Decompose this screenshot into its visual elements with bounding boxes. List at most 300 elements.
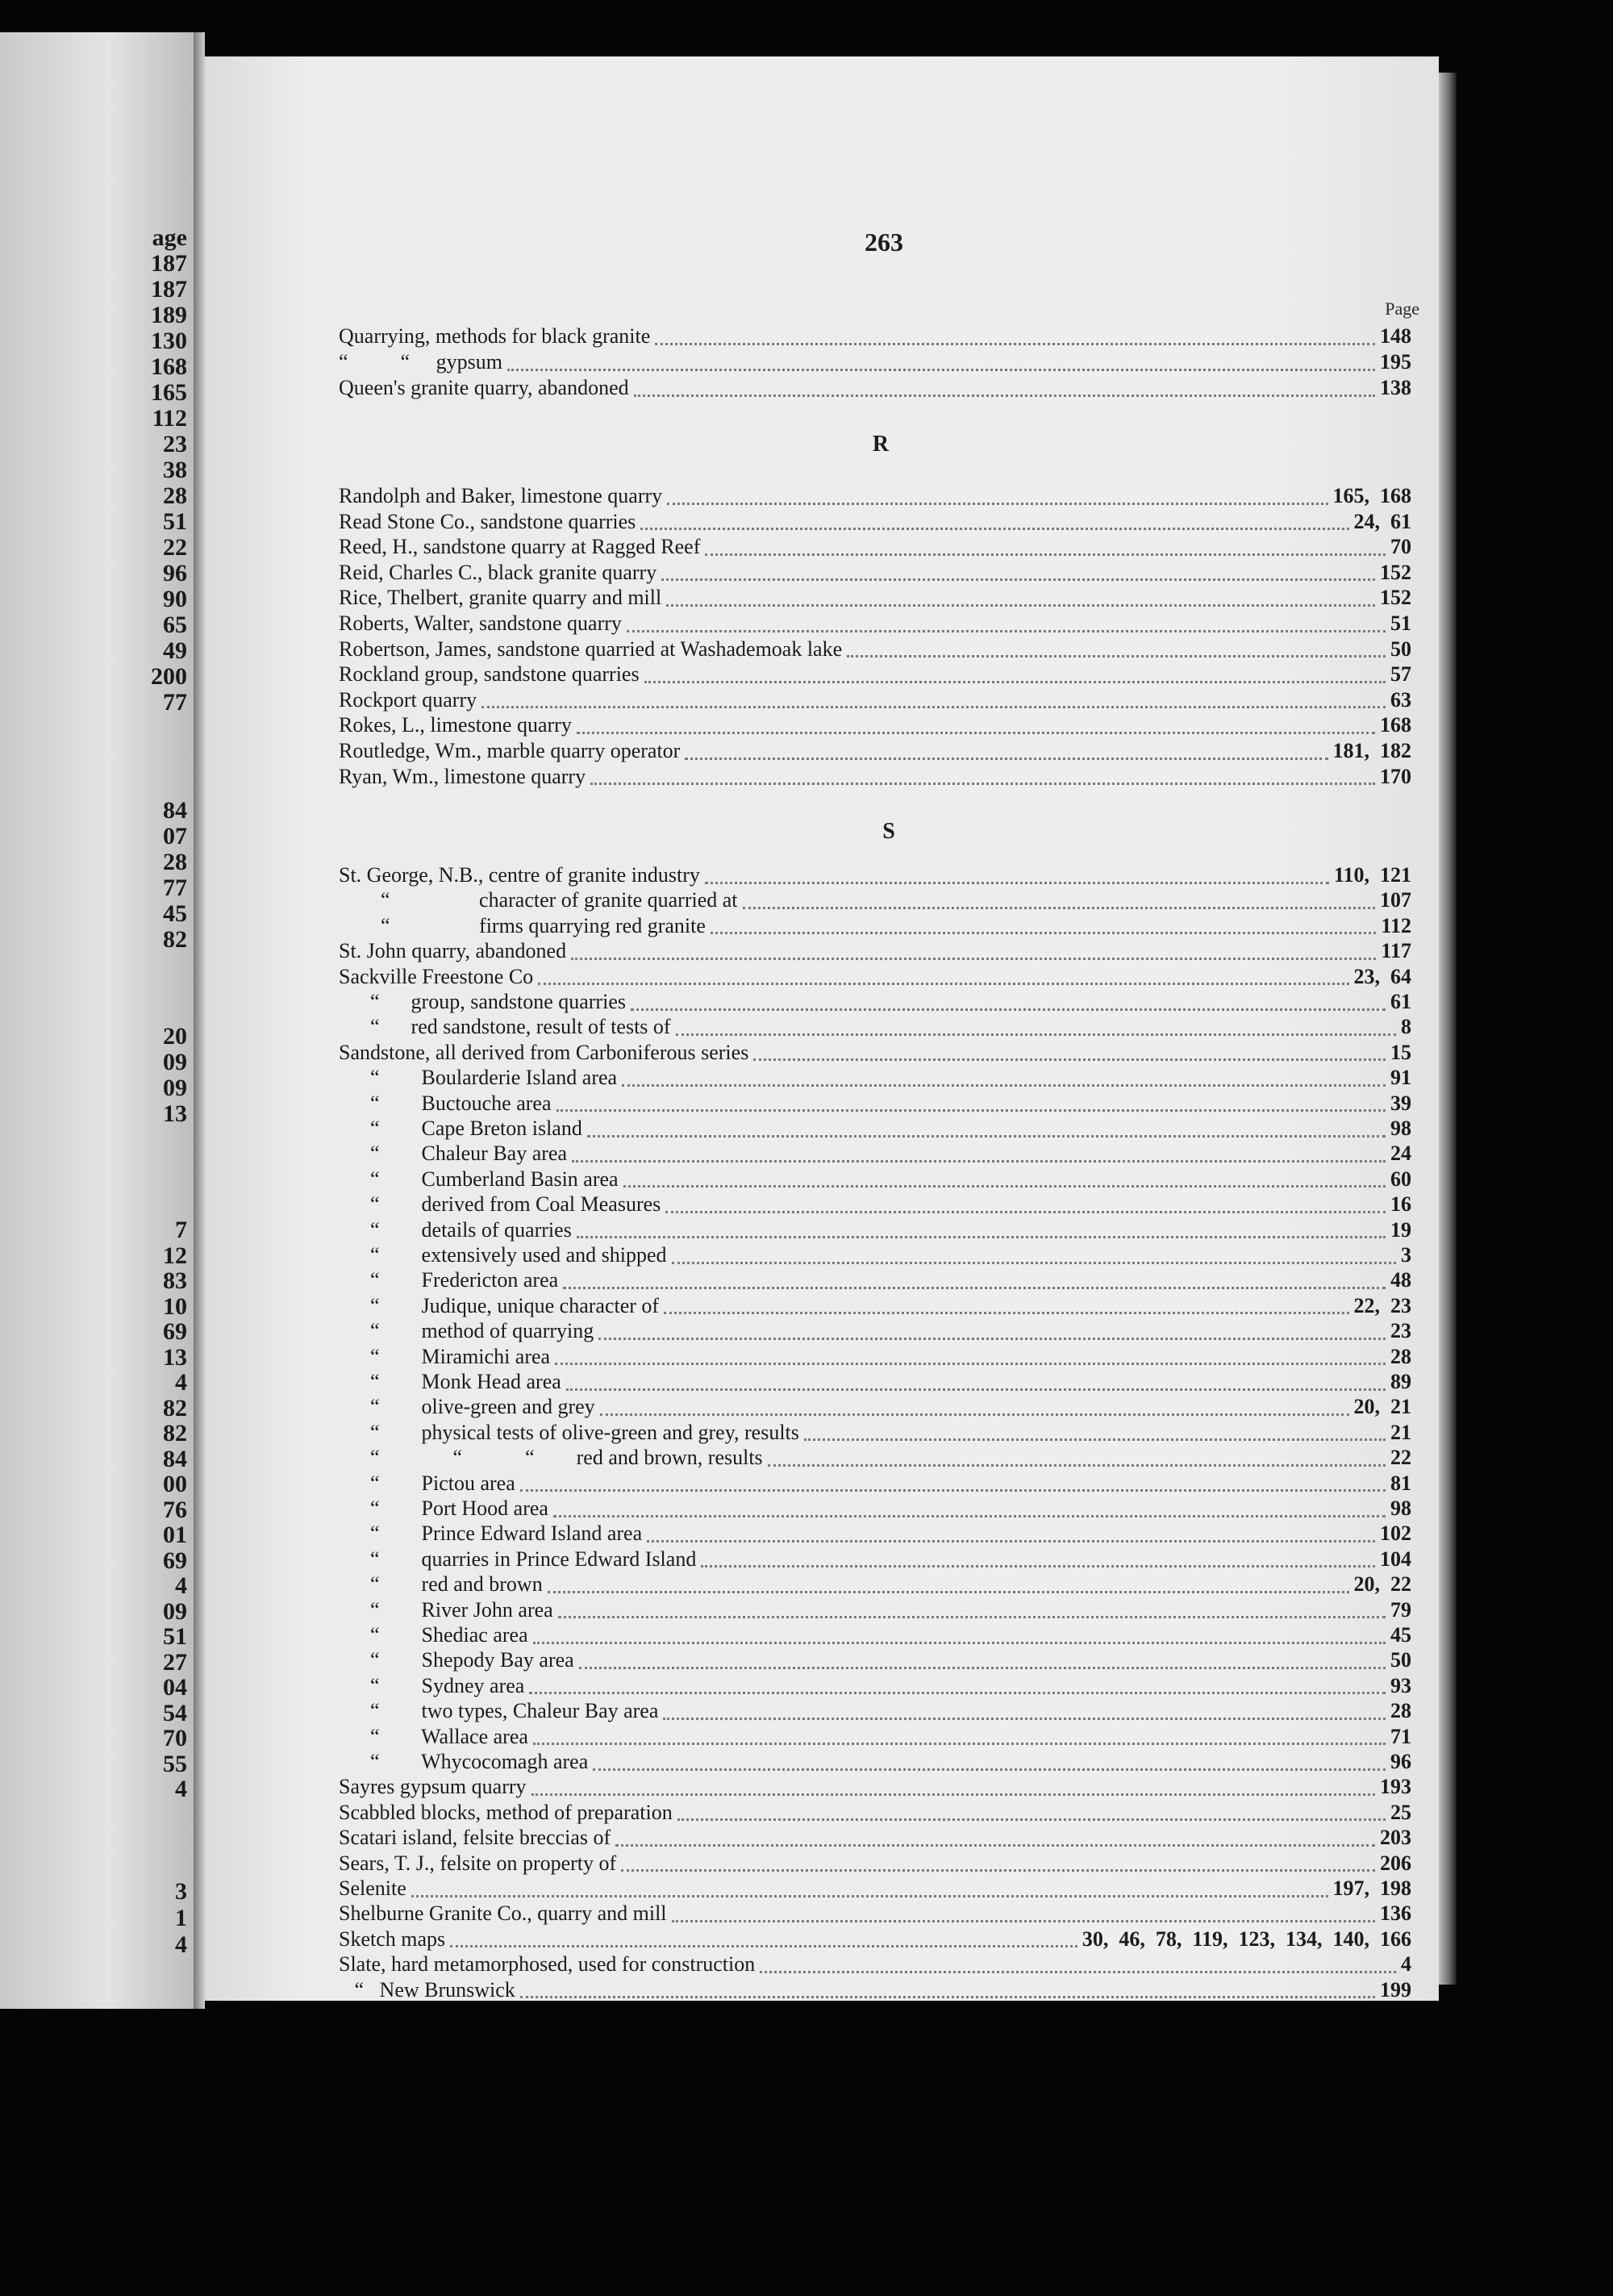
dot-leader	[556, 1108, 1386, 1112]
entry-pages: 45	[1390, 1623, 1411, 1647]
entry-label: “ Whycocomagh area	[339, 1750, 589, 1773]
index-entry	[339, 1142, 1411, 1166]
index-entry	[339, 1876, 1411, 1901]
dot-leader	[705, 552, 1386, 556]
dot-leader	[743, 905, 1375, 909]
dot-leader	[507, 367, 1375, 371]
index-entry	[339, 561, 1411, 585]
left-page-number: 10	[163, 1292, 187, 1320]
entry-pages: 112	[1381, 913, 1411, 937]
dot-leader	[533, 1741, 1386, 1745]
index-entry	[339, 484, 1411, 508]
index-entry	[339, 713, 1411, 737]
entry-pages: 28	[1390, 1699, 1411, 1723]
index-entry	[339, 1319, 1411, 1343]
entry-pages: 51	[1390, 612, 1411, 635]
dot-leader	[621, 1868, 1375, 1872]
dot-leader	[563, 1285, 1386, 1289]
entry-pages: 148	[1380, 324, 1411, 348]
dot-leader	[665, 1209, 1386, 1213]
left-page-number: 4	[175, 1931, 187, 1958]
dot-leader	[520, 1488, 1386, 1492]
entry-pages: 206	[1380, 1851, 1411, 1875]
entry-pages: 60	[1390, 1167, 1411, 1191]
entry-label: “ Wallace area	[339, 1724, 528, 1748]
left-page-number: 168	[151, 353, 187, 380]
left-page-number: 09	[163, 1049, 187, 1075]
entry-label: “ extensively used and shipped	[339, 1243, 667, 1267]
entry-label: Routledge, Wm., marble quarry operator	[339, 739, 681, 762]
dot-leader	[600, 1412, 1349, 1416]
entry-pages: 110, 121	[1333, 863, 1411, 887]
entry-pages: 102	[1380, 1522, 1411, 1546]
index-entry	[339, 1345, 1411, 1369]
entry-pages: 107	[1380, 888, 1411, 912]
index-entry	[339, 1826, 1411, 1850]
index-entry	[339, 1902, 1411, 1926]
index-entry	[339, 1294, 1411, 1318]
entry-label: Queen's granite quarry, abandoned	[339, 376, 629, 399]
entry-label: “ two types, Chaleur Bay area	[339, 1699, 659, 1723]
index-entry	[339, 1395, 1411, 1419]
left-page-number: 07	[163, 823, 187, 850]
index-entry	[339, 1978, 1411, 2002]
entry-pages: 197, 198	[1332, 1876, 1411, 1900]
entry-label: Read Stone Co., sandstone quarries	[339, 509, 636, 533]
entry-label: Scatari island, felsite breccias of	[339, 1826, 611, 1850]
entry-pages: 22, 23	[1353, 1293, 1411, 1317]
left-page-number: 4	[175, 1776, 187, 1802]
entry-label: “ Chaleur Bay area	[339, 1142, 568, 1166]
entry-pages: 89	[1390, 1370, 1411, 1393]
entry-pages: 98	[1390, 1497, 1411, 1520]
entry-pages: 30, 46, 78, 119, 123, 134, 140, 166	[1082, 1927, 1411, 1951]
dot-leader	[587, 1133, 1386, 1138]
entry-label: “ red sandstone, result of tests of	[339, 1015, 671, 1039]
left-page-number: 09	[163, 1597, 187, 1625]
left-page-number: 90	[163, 586, 187, 612]
dot-leader	[450, 1943, 1077, 1947]
dot-leader	[672, 1260, 1396, 1264]
dot-leader	[647, 1538, 1375, 1542]
index-entry	[339, 688, 1411, 712]
entry-pages: 203	[1380, 1826, 1411, 1850]
entry-pages: 23, 64	[1353, 964, 1411, 988]
dot-leader	[481, 704, 1386, 708]
entry-pages: 93	[1390, 1673, 1411, 1697]
left-page-number: 69	[163, 1547, 187, 1574]
index-entry	[339, 350, 1411, 374]
entry-pages: 20, 22	[1353, 1572, 1411, 1597]
left-page-number: 13	[163, 1100, 187, 1127]
entry-pages: 24	[1390, 1142, 1411, 1166]
entry-pages: 170	[1380, 764, 1411, 788]
left-page-number: 83	[163, 1267, 187, 1294]
entry-pages: 39	[1390, 1091, 1411, 1115]
dot-leader	[667, 501, 1327, 505]
left-page-number: 84	[163, 797, 187, 824]
left-page-number: 77	[163, 689, 187, 716]
entry-pages: 195	[1380, 350, 1411, 374]
left-page-number: 96	[163, 560, 187, 587]
dot-leader	[640, 526, 1348, 530]
entry-pages: 57	[1390, 662, 1411, 687]
entry-label: “ Pictou area	[339, 1471, 515, 1495]
index-entry	[339, 939, 1411, 963]
left-page-number: 55	[163, 1750, 187, 1777]
entry-label: “ River John area	[339, 1597, 553, 1622]
dot-leader	[677, 1817, 1386, 1821]
entry-pages: 8	[1401, 1015, 1411, 1039]
index-entry	[339, 612, 1411, 636]
entry-pages: 15	[1390, 1040, 1411, 1064]
entry-pages: 117	[1381, 939, 1411, 963]
dot-leader	[533, 1640, 1386, 1644]
entry-label: “ Shediac area	[339, 1623, 528, 1647]
page-number: 263	[865, 228, 903, 257]
left-page-number: 82	[163, 1420, 187, 1446]
entry-pages: 20, 21	[1353, 1395, 1411, 1419]
left-page-number: 69	[163, 1318, 187, 1345]
entry-label: “ Miramichi area	[339, 1344, 551, 1368]
entry-pages: 50	[1390, 637, 1411, 661]
left-page-number: 130	[151, 328, 187, 354]
entry-label: “ New Brunswick	[339, 1977, 515, 2002]
index-entry	[339, 1674, 1411, 1698]
entry-label: “ Buctouche area	[339, 1091, 552, 1115]
dot-leader	[634, 393, 1375, 397]
entry-label: Roberts, Walter, sandstone quarry	[339, 612, 622, 635]
entry-label: “ group, sandstone quarries	[339, 990, 626, 1013]
left-page-number: 13	[163, 1343, 187, 1371]
entry-pages: 71	[1390, 1724, 1411, 1748]
entry-pages: 104	[1380, 1547, 1411, 1571]
index-entry	[339, 662, 1411, 687]
index-entry	[339, 1218, 1411, 1242]
entry-pages: 165, 168	[1332, 484, 1411, 507]
left-page-number: 82	[163, 926, 187, 953]
left-page-number: 20	[163, 1023, 187, 1050]
entry-pages: 61	[1390, 990, 1411, 1013]
entry-label: Sayres gypsum quarry	[339, 1775, 527, 1799]
index-entry	[339, 1472, 1411, 1496]
dot-leader	[847, 653, 1386, 657]
dot-leader	[531, 1792, 1375, 1796]
entry-label: “ firms quarrying red granite	[339, 913, 706, 937]
entry-label: “ Sydney area	[339, 1673, 525, 1697]
entry-label: Ryan, Wm., limestone quarry	[339, 764, 586, 788]
entry-label: “ character of granite quarried at	[339, 888, 738, 912]
left-page-number: 54	[163, 1699, 187, 1726]
entry-pages: 79	[1390, 1597, 1411, 1622]
index-entry	[339, 1041, 1411, 1065]
entry-label: Robertson, James, sandstone quarried at Washademoak lake	[339, 637, 843, 661]
index-entry	[339, 1927, 1411, 1952]
left-page-number: 70	[163, 1725, 187, 1751]
entry-label: Rockport quarry	[339, 687, 477, 712]
left-page-number: 00	[163, 1471, 187, 1497]
left-page-number: 65	[163, 612, 187, 638]
dot-leader	[593, 1767, 1386, 1771]
index-entry	[339, 990, 1411, 1014]
entry-pages: 98	[1390, 1117, 1411, 1140]
left-page-number: 165	[151, 379, 187, 406]
left-page-number: 76	[163, 1496, 187, 1523]
entry-label: “ details of quarries	[339, 1217, 572, 1242]
entry-label: Rokes, L., limestone quarry	[339, 713, 572, 737]
index-entry	[339, 1167, 1411, 1192]
index-entry	[339, 376, 1411, 400]
entry-pages: 70	[1390, 535, 1411, 559]
index-entry	[339, 1952, 1411, 1977]
entry-label: Shelburne Granite Co., quarry and mill	[339, 1902, 667, 1926]
left-page-number: 45	[163, 900, 187, 927]
dot-leader	[558, 1614, 1386, 1618]
dot-leader	[548, 1589, 1349, 1593]
index-entry	[339, 1243, 1411, 1267]
index-entry	[339, 535, 1411, 559]
left-page-fragment	[0, 32, 194, 2009]
index-entry	[339, 637, 1411, 662]
entry-pages: 21	[1390, 1420, 1411, 1444]
index-entry	[339, 965, 1411, 989]
left-page-number: 04	[163, 1674, 187, 1701]
entry-label: St. George, N.B., centre of granite industry	[339, 863, 700, 887]
entry-pages: 81	[1390, 1471, 1411, 1495]
entry-label: “ Judique, unique character of	[339, 1293, 660, 1317]
section-letter: S	[882, 819, 895, 844]
dot-leader	[664, 1310, 1348, 1314]
left-page-number: 84	[163, 1445, 187, 1472]
book-gutter	[194, 32, 205, 2009]
dot-leader	[411, 1893, 1328, 1897]
entry-label: “ olive-green and grey	[339, 1395, 595, 1419]
left-page-number: 09	[163, 1075, 187, 1101]
dot-leader	[685, 756, 1327, 760]
index-entry	[339, 1598, 1411, 1622]
index-entry	[339, 1699, 1411, 1723]
left-page-number: 4	[175, 1572, 187, 1599]
left-page-number: 49	[163, 637, 187, 664]
dot-leader	[577, 730, 1375, 734]
dot-leader	[804, 1437, 1386, 1441]
entry-label: “ Cape Breton island	[339, 1117, 582, 1140]
entry-label: Scabbled blocks, method of preparation	[339, 1800, 673, 1824]
index-entry	[339, 888, 1411, 912]
entry-label: “ Boularderie Island area	[339, 1066, 618, 1090]
dot-leader	[753, 1057, 1386, 1061]
entry-label: Randolph and Baker, limestone quarry	[339, 484, 663, 507]
dot-leader	[627, 628, 1386, 632]
dot-leader	[701, 1563, 1375, 1568]
index-entry	[339, 765, 1411, 789]
entry-pages: 91	[1390, 1066, 1411, 1090]
left-page-number: 12	[163, 1242, 187, 1269]
entry-label: Selenite	[339, 1876, 406, 1900]
dot-leader	[631, 1007, 1386, 1011]
dot-leader	[577, 1234, 1386, 1238]
index-entry	[339, 1725, 1411, 1749]
index-entry	[339, 1750, 1411, 1774]
left-page-number: 77	[163, 875, 187, 901]
dot-leader	[566, 1387, 1386, 1391]
left-page-number: 7	[175, 1217, 187, 1243]
dot-leader	[711, 930, 1377, 934]
entry-label: “ “ “ red and brown, results	[339, 1446, 763, 1470]
entry-pages: 28	[1390, 1344, 1411, 1368]
entry-label: “ red and brown	[339, 1572, 543, 1597]
dot-leader	[661, 577, 1375, 581]
left-page-number: 200	[151, 663, 187, 690]
left-page-number: 38	[163, 457, 187, 483]
index-entry	[339, 1421, 1411, 1445]
dot-leader	[705, 880, 1329, 884]
dot-leader	[676, 1032, 1396, 1036]
dot-leader	[622, 1083, 1386, 1087]
left-page-number: 01	[163, 1522, 187, 1548]
left-page-number: 22	[163, 534, 187, 561]
dot-leader	[538, 981, 1348, 985]
index-entry	[339, 1572, 1411, 1597]
entry-pages: 199	[1380, 1977, 1411, 2002]
left-page-number: 187	[151, 250, 187, 277]
index-entry	[339, 739, 1411, 763]
entry-label: Slate, hard metamorphosed, used for construction	[339, 1952, 756, 1977]
index-entry	[339, 1801, 1411, 1825]
entry-pages: 22	[1390, 1446, 1411, 1470]
entry-label: Rice, Thelbert, granite quarry and mill	[339, 586, 662, 610]
index-entry	[339, 1066, 1411, 1090]
dot-leader	[663, 1716, 1386, 1720]
index-entry	[339, 586, 1411, 610]
dot-leader	[768, 1463, 1386, 1467]
dot-leader	[655, 341, 1375, 345]
left-page-number: 28	[163, 849, 187, 875]
left-page-number: age	[152, 224, 187, 251]
dot-leader	[760, 1969, 1396, 1973]
entry-label: Sandstone, all derived from Carboniferous series	[339, 1040, 749, 1064]
dot-leader	[579, 1665, 1386, 1669]
entry-label: “ method of quarrying	[339, 1319, 594, 1343]
entry-label: Reed, H., sandstone quarry at Ragged Reef	[339, 535, 701, 559]
entry-pages: 16	[1390, 1192, 1411, 1217]
entry-pages: 96	[1390, 1750, 1411, 1773]
entry-label: St. John quarry, abandoned	[339, 939, 567, 963]
entry-label: “ derived from Coal Measures	[339, 1192, 661, 1217]
index-entry	[339, 1268, 1411, 1292]
entry-label: “ Monk Head area	[339, 1370, 561, 1393]
index-entry	[339, 1648, 1411, 1672]
dot-leader	[553, 1513, 1386, 1517]
entry-label: Sears, T. J., felsite on property of	[339, 1851, 617, 1875]
dot-leader	[666, 603, 1375, 607]
entry-pages: 152	[1380, 586, 1411, 610]
left-page-number: 1	[175, 1905, 187, 1931]
index-entry	[339, 1522, 1411, 1546]
entry-pages: 193	[1380, 1775, 1411, 1799]
left-page-number: 4	[175, 1369, 187, 1396]
page-column-heading: Page	[1385, 298, 1419, 319]
left-page-number: 51	[163, 1623, 187, 1650]
dot-leader	[572, 1158, 1386, 1163]
left-page-number: 27	[163, 1648, 187, 1676]
index-entry	[339, 1092, 1411, 1116]
left-page-number: 28	[163, 482, 187, 509]
index-entry	[339, 1623, 1411, 1647]
entry-pages: 50	[1390, 1648, 1411, 1672]
dot-leader	[644, 679, 1386, 683]
left-page-number: 187	[151, 276, 187, 303]
entry-label: “ physical tests of olive-green and grey, results	[339, 1420, 799, 1444]
index-entry	[339, 1370, 1411, 1394]
left-page-number: 112	[152, 405, 187, 432]
entry-pages: 19	[1390, 1217, 1411, 1242]
entry-label: Sketch maps	[339, 1927, 446, 1951]
dot-leader	[555, 1361, 1386, 1365]
entry-label: “ Port Hood area	[339, 1497, 548, 1520]
index-entry	[339, 324, 1411, 349]
entry-label: “ Prince Edward Island area	[339, 1522, 643, 1546]
entry-pages: 63	[1390, 687, 1411, 712]
section-letter: R	[872, 432, 890, 457]
index-entry	[339, 1775, 1411, 1799]
index-entry	[339, 1446, 1411, 1470]
left-page-number: 189	[151, 302, 187, 328]
entry-pages: 24, 61	[1353, 509, 1411, 533]
entry-pages: 23	[1390, 1319, 1411, 1343]
left-page-number: 3	[175, 1878, 187, 1905]
entry-label: Sackville Freestone Co	[339, 964, 534, 988]
entry-pages: 25	[1390, 1800, 1411, 1824]
dot-leader	[529, 1690, 1386, 1694]
index-entry	[339, 1015, 1411, 1039]
index-entry	[339, 1117, 1411, 1141]
dot-leader	[615, 1843, 1375, 1847]
left-page-number: 82	[163, 1394, 187, 1421]
entry-pages: 136	[1380, 1902, 1411, 1926]
entry-label: “ “ gypsum	[339, 350, 502, 374]
dot-leader	[598, 1336, 1386, 1340]
left-page-number: 23	[163, 431, 187, 457]
index-entry	[339, 1497, 1411, 1521]
entry-pages: 138	[1380, 376, 1411, 399]
dot-leader	[571, 956, 1376, 960]
index-entry	[339, 1851, 1411, 1876]
index-entry	[339, 1192, 1411, 1217]
entry-label: “ Cumberland Basin area	[339, 1167, 619, 1191]
dot-leader	[672, 1918, 1375, 1922]
index-entry	[339, 914, 1411, 938]
entry-pages: 3	[1401, 1243, 1411, 1267]
entry-pages: 4	[1401, 1952, 1411, 1977]
entry-pages: 168	[1380, 713, 1411, 737]
entry-label: Reid, Charles C., black granite quarry	[339, 560, 657, 584]
index-entry	[339, 510, 1411, 534]
dot-leader	[623, 1183, 1386, 1188]
entry-label: Quarrying, methods for black granite	[339, 324, 651, 348]
dot-leader	[520, 1994, 1375, 1998]
entry-label: “ Shepody Bay area	[339, 1648, 574, 1672]
index-entry	[339, 863, 1411, 887]
entry-pages: 48	[1390, 1268, 1411, 1292]
entry-pages: 181, 182	[1332, 739, 1411, 762]
left-page-number: 51	[163, 508, 187, 535]
index-entry	[339, 1547, 1411, 1572]
page-edge-shadow	[1439, 73, 1457, 1985]
entry-label: “ quarries in Prince Edward Island	[339, 1547, 697, 1571]
entry-label: “ Fredericton area	[339, 1268, 559, 1292]
entry-pages: 152	[1380, 560, 1411, 584]
